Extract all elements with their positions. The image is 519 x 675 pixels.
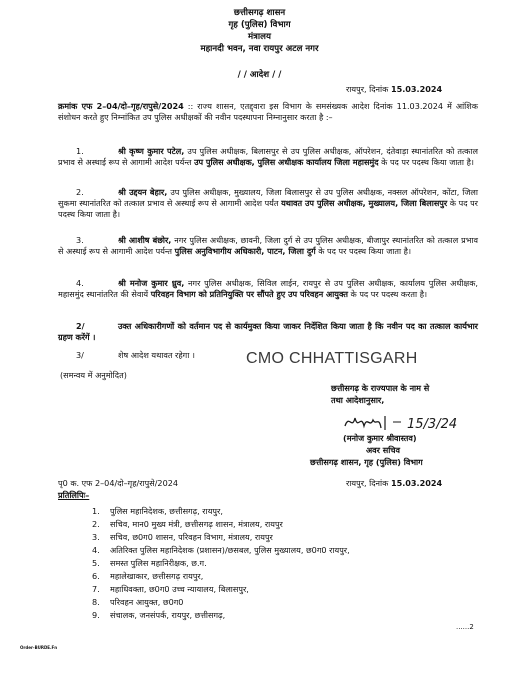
item-text: नगर पुलिस अधीक्षक, छावनी, जिला दुर्ग से उप पुलिस अधीक्षक, बीजापुर स्थानांतरित को तत्काल प्रभाव से अस्थाई रूप से आगामी आदेश पर्यन्त: [58, 235, 478, 257]
copy-to-label: प्रतिलिपिः–: [58, 490, 90, 500]
new-posting: परिवहन विभाग को प्रतिनियुक्ति पर सौंपते हुए उप परिवहन आयुक्त: [150, 289, 348, 300]
item-text: उप पुलिस अधीक्षक, मुख्यालय, जिला बिलासपुर से उप पुलिस अधीक्षक, नक्सल ऑपरेशन, कोंटा, जिला सुकमा स्थानांतरित को तत्काल प्रभाव से अस्थाई रूप से आगामी आदेश पर्यंत: [58, 187, 478, 209]
governor-order-line: छत्तीसगढ़ के राज्यपाल के नाम से: [331, 383, 430, 393]
reference-text: :: राज्य शासन, एतद्द्वारा इस विभाग के समसंख्यक आदेश दिनांक 11.03.2024 में आंशिक संशोधन करते हुए निम्नांकित उप पुलिस अधीक्षकों की नवीन पदस्थापना निम्नानुसार करता है :–: [58, 101, 479, 123]
header-ministry: मंत्रालय: [248, 32, 271, 42]
list-item: 5. समस्त पुलिस महानिरीक्षक, छ.ग.: [92, 558, 207, 568]
footer-file-code: Order-BURDE.Fn: [20, 645, 58, 650]
order-title: / / आदेश / /: [237, 70, 282, 80]
officer-name: श्री आशीष बंछोर,: [118, 235, 172, 245]
header-govt: छत्तीसगढ़ शासन: [233, 8, 286, 18]
signatory-name: (मनोज कुमार श्रीवास्तव): [343, 433, 417, 443]
para-2-number: 2/: [76, 321, 85, 331]
list-item: 3. सचिव, छ0ग0 शासन, परिवहन विभाग, मंत्रालय, रायपुर: [92, 532, 273, 542]
copy-place-date-label: रायपुर, दिनांक: [346, 478, 389, 488]
watermark: CMO CHHATTISGARH: [246, 350, 418, 367]
posting-item-2: [58, 187, 478, 221]
posting-item-1: [58, 146, 478, 168]
item-tail: के पद पर पदस्थ करता है।: [347, 289, 428, 300]
reference-paragraph: [58, 101, 478, 123]
list-item: 8. परिवहन आयुक्त, छ0ग0: [92, 597, 184, 607]
item-number: 2.: [76, 187, 84, 197]
list-item: 4. अतिरिक्त पुलिस महानिदेशक (प्रशासन)/छसबल, पुलिस मुख्यालय, छ0ग0 रायपुर,: [92, 545, 350, 555]
order-date: 15.03.2024: [390, 84, 443, 94]
officer-name: श्री उद्दयन बेहार,: [118, 187, 168, 197]
posting-item-3: [58, 235, 478, 257]
item-number: 4.: [76, 278, 84, 288]
order-reference: क्रमांक एफ 2–04/दो–गृह/रापुसे/2024: [58, 101, 184, 111]
place-date: [346, 84, 442, 95]
item-number: 1.: [76, 146, 84, 156]
copy-date: 15.03.2024: [390, 478, 443, 488]
para-3-number: 3/: [76, 350, 84, 360]
list-item: 6. महालेखाकार, छत्तीसगढ़ रायपुर,: [92, 571, 204, 581]
remaining-order-text: शेष आदेश यथावत रहेगा ।: [118, 350, 195, 360]
list-item: 7. महाधिवक्ता, छ0ग0 उच्च न्यायालय, बिलासपुर,: [92, 584, 249, 594]
relieving-instruction: उक्त अधिकारीगणों को वर्तमान पद से कार्यमुक्त किया जाकर निर्देशित किया जाता है कि नवीन पद का तत्काल कार्यभार ग्रहण करेंगें ।: [58, 321, 478, 343]
item-tail: के पद पर पदस्थ किया जाता है।: [378, 157, 474, 168]
officer-name: श्री मनोज कुमार ध्रुव,: [118, 278, 185, 288]
item-text: उप पुलिस अधीक्षक, बिलासपुर से उप पुलिस अधीक्षक, ऑपरेशन, दंतेवाड़ा स्थानांतरित को तत्काल प्रभाव से अस्थाई रूप से आगामी आदेश पर्यन्त: [58, 146, 479, 168]
posting-item-4: [58, 278, 478, 300]
item-tail: के पद पर पदस्थ किया जाता है।: [58, 198, 478, 220]
signature-date: 15/3/24: [407, 417, 458, 432]
signatory-designation: अवर सचिव: [366, 445, 401, 455]
header-address: महानदी भवन, नवा रायपुर अटल नगर: [200, 44, 319, 54]
by-order-line: तथा आदेशानुसार,: [331, 395, 385, 405]
header-department: गृह (पुलिस) विभाग: [228, 20, 291, 30]
item-number: 3.: [76, 235, 84, 245]
list-item: 9. संचालक, जनसंपर्क, रायपुर, छत्तीसगढ़,: [92, 610, 226, 620]
copy-place-date: [346, 478, 442, 489]
new-posting: पुलिस अनुविभागीय अधिकारी, पाटन, जिला दुर्ग: [174, 246, 316, 257]
copy-reference: पृ0 क. एफ 2–04/दो–गृह/रापुसे/2024: [58, 478, 179, 488]
list-item: 1. पुलिस महानिदेशक, छत्तीसगढ़, रायपुर,: [92, 506, 223, 516]
new-posting: यथावत उप पुलिस अधीक्षक, मुख्यालय, जिला बिलासपुर: [281, 198, 448, 209]
place-date-label: रायपुर, दिनांक: [346, 84, 389, 94]
signatory-department: छत्तीसगढ़ शासन, गृह (पुलिस) विभाग: [310, 457, 423, 467]
approval-note: (समन्वय में अनुमोदित): [60, 370, 127, 380]
item-tail: के पद पर पदस्थ किया जाता है।: [315, 246, 412, 257]
new-posting: उप पुलिस अधीक्षक, पुलिस अधीक्षक कार्यालय जिला महासमुंद: [194, 157, 379, 168]
item-text: नगर पुलिस अधीक्षक, सिविल लाईन, रायपुर से उप पुलिस अधीक्षक, कार्यालय पुलिस अधीक्षक, महासमुंद स्थानांतरित की सेवायें: [58, 278, 479, 300]
next-page-marker: ......2: [456, 623, 474, 631]
officer-name: श्री कृष्ण कुमार पटेल,: [118, 146, 185, 156]
list-item: 2. सचिव, मान0 मुख्य मंत्री, छत्तीसगढ़ शासन, मंत्रालय, रायपुर: [92, 519, 283, 529]
